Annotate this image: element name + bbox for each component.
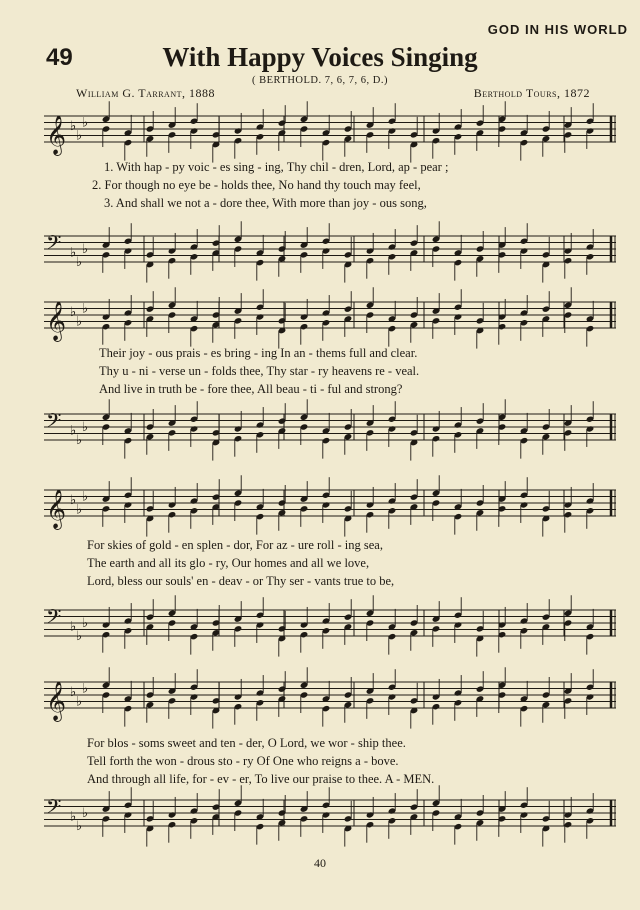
svg-text:♭: ♭ [82,301,89,317]
svg-text:𝄢: 𝄢 [46,794,62,823]
lyric-line: 2. For though no eye be - holds thee, No hand thy touch may feel, [92,178,421,192]
bass-staff [44,406,616,458]
tune-name: ( BERTHOLD. 7, 6, 7, 6, D.) [252,75,388,86]
lyric-line: Tell forth the won - drous sto - ry Of One who reigns a - bove. [87,754,399,768]
svg-text:♭: ♭ [70,809,77,825]
treble-staff [44,674,616,726]
lyric-line: For skies of gold - en splen - dor, For az - ure roll - ing sea, [87,538,383,552]
svg-text:♭: ♭ [82,806,89,821]
lyric-line: For blos - soms sweet and ten - der, O Lord, we wor - ship thee. [87,736,406,750]
bass-staff [44,792,616,844]
svg-text:♭: ♭ [76,128,83,144]
svg-text:♭: ♭ [76,255,83,270]
lyric-line: 1. With hap - py voic - es sing - ing, Thy chil - dren, Lord, ap - pear ; [104,160,449,174]
svg-text:♭: ♭ [70,619,77,635]
header-section: GOD IN HIS WORLD [487,22,628,37]
svg-text:𝄞: 𝄞 [46,115,67,155]
svg-text:♭: ♭ [82,242,89,257]
lyric-line: Lord, bless our souls' en - deav - or Thy ser - vants true to be, [87,574,395,588]
author-credit: William G. Tarrant, 1888 [76,86,215,100]
hymn-title: With Happy Voices Singing [162,42,478,72]
svg-text:𝄢: 𝄢 [46,604,62,633]
bass-staff [44,602,616,654]
hymn-number: 49 [46,44,73,71]
svg-text:♭: ♭ [76,433,83,448]
svg-text:𝄢: 𝄢 [46,408,62,437]
lyric-line: 3. And shall we not a - dore thee, With more than joy - ous song, [104,196,427,210]
svg-text:♭: ♭ [70,684,77,700]
composer-credit: Berthold Tours, 1872 [473,86,590,100]
svg-text:♭: ♭ [70,492,77,508]
treble-staff [44,294,616,346]
lyric-line: Their joy - ous prais - es bring - ing In an - thems full and clear. [99,346,418,360]
bass-staff [44,228,616,280]
page-number: 40 [314,856,326,870]
svg-text:𝄢: 𝄢 [46,230,62,259]
svg-text:♭: ♭ [70,423,77,439]
svg-text:♭: ♭ [70,118,77,134]
svg-text:♭: ♭ [70,245,77,261]
lyric-line: Thy u - ni - verse un - folds thee, Thy star - ry heavens re - veal. [99,364,420,378]
svg-text:♭: ♭ [82,420,89,435]
svg-text:♭: ♭ [76,819,83,834]
svg-text:♭: ♭ [76,314,83,330]
svg-text:♭: ♭ [82,115,89,131]
svg-text:♭: ♭ [76,629,83,644]
svg-text:♭: ♭ [76,502,83,518]
lyric-line: And live in truth be - fore thee, All beau - ti - ful and strong? [99,382,403,396]
svg-text:♭: ♭ [70,304,77,320]
svg-text:𝄞: 𝄞 [46,489,67,529]
lyric-line: And through all life, for - ev - er, To live our praise to thee. A - MEN. [87,772,435,786]
svg-text:𝄞: 𝄞 [46,681,67,721]
svg-text:♭: ♭ [82,681,89,697]
treble-staff [44,482,616,534]
svg-text:𝄞: 𝄞 [46,301,67,341]
svg-text:♭: ♭ [82,616,89,631]
lyric-line: The earth and all its glo - ry, Our homes and all we love, [87,556,370,570]
treble-staff [44,108,616,160]
svg-text:♭: ♭ [82,489,89,505]
svg-text:♭: ♭ [76,694,83,710]
